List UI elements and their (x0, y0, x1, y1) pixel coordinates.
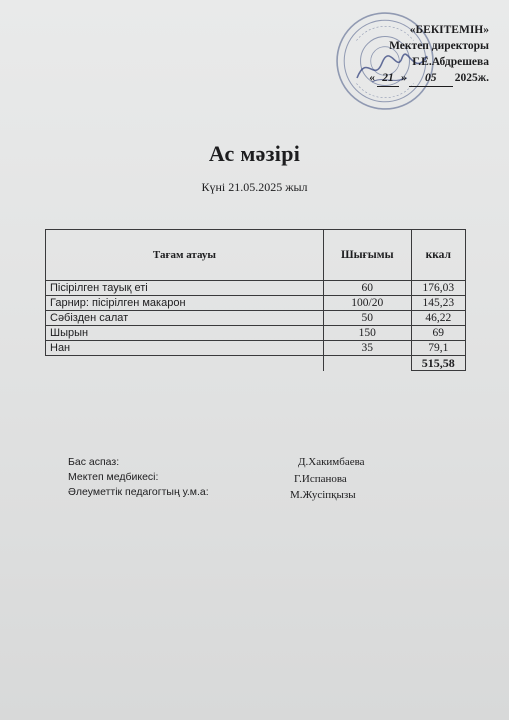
approval-year: 2025ж. (454, 72, 489, 84)
signature-row (68, 485, 398, 500)
dish-name: Гарнир: пісірілген макарон (46, 296, 324, 311)
dish-name: Пісірілген тауық еті (46, 281, 324, 296)
table-row (46, 311, 466, 326)
approval-date (369, 70, 489, 87)
menu-table (45, 229, 466, 371)
dish-kcal: 176,03 (411, 281, 465, 296)
approval-name: Г.Е.Абдрешева (412, 56, 489, 68)
table-row (46, 341, 466, 356)
table-row (46, 296, 466, 311)
dish-portion: 35 (323, 341, 411, 356)
header-dish-name: Тағам атауы (46, 230, 324, 281)
total-kcal: 515,58 (411, 356, 465, 371)
signature-row (68, 455, 398, 470)
page-title: Ас мәзірі (208, 141, 301, 166)
signature-row (68, 470, 398, 485)
page-subtitle: Күні 21.05.2025 жыл (201, 180, 308, 194)
signature-person: М.Жусіпқызы (290, 489, 356, 501)
approval-day: 21 (377, 70, 399, 87)
dish-name: Сәбізден салат (46, 311, 324, 326)
table-row (46, 326, 466, 341)
dish-kcal: 46,22 (411, 311, 465, 326)
dish-portion: 150 (323, 326, 411, 341)
approval-date-close: » (401, 72, 407, 84)
approval-date-open: « (369, 72, 376, 84)
approval-heading: «БЕКІТЕМІН» (409, 24, 489, 36)
total-spacer (323, 356, 411, 371)
menu-header-row (46, 230, 466, 281)
table-row (46, 281, 466, 296)
signature-person: Д.Хакимбаева (298, 456, 365, 468)
signature-role: Мектеп медбикесі: (68, 471, 159, 483)
approval-month: 05 (409, 70, 453, 87)
dish-portion: 50 (323, 311, 411, 326)
dish-kcal: 145,23 (411, 296, 465, 311)
signature-person: Г.Испанова (294, 473, 347, 485)
dish-name: Нан (46, 341, 324, 356)
dish-kcal: 69 (411, 326, 465, 341)
approval-block (369, 22, 489, 87)
total-spacer (46, 356, 324, 371)
dish-portion: 60 (323, 281, 411, 296)
total-row (46, 356, 466, 371)
dish-name: Шырын (46, 326, 324, 341)
dish-portion: 100/20 (323, 296, 411, 311)
approval-position: Мектеп директоры (389, 40, 489, 52)
dish-kcal: 79,1 (411, 341, 465, 356)
signature-role: Әлеуметтік педагогтың у.м.а: (68, 486, 209, 498)
header-kcal: ккал (411, 230, 465, 281)
signature-role: Бас аспаз: (68, 456, 120, 468)
signatures-block (68, 455, 398, 500)
header-portion: Шығымы (323, 230, 411, 281)
